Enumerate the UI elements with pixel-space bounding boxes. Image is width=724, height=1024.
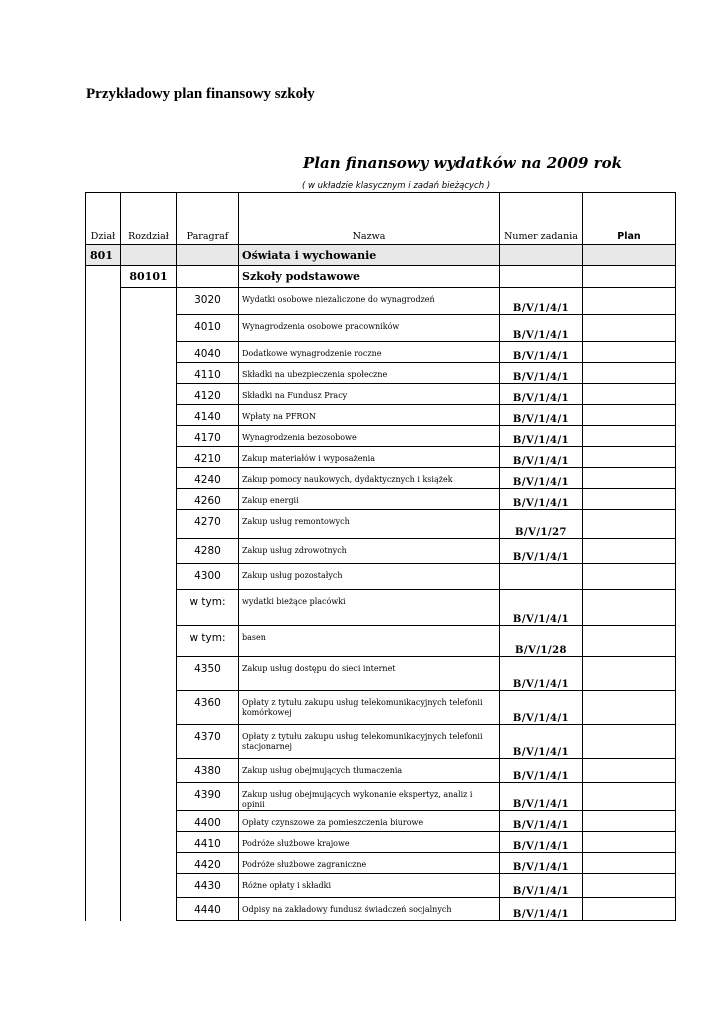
dzial-span-cell: [86, 657, 121, 691]
numer-zadania-cell: B/V/1/4/1: [500, 405, 583, 426]
dzial-span-cell: [86, 489, 121, 510]
paragraf-cell: 4260: [177, 489, 239, 510]
paragraf-cell: 4140: [177, 405, 239, 426]
paragraf-cell: 4010: [177, 315, 239, 342]
rozdzial-span-cell: [121, 489, 177, 510]
table-row: [86, 363, 676, 384]
dzial-span-cell: [86, 426, 121, 447]
paragraf-cell: 4420: [177, 853, 239, 874]
dzial-span-cell: [86, 405, 121, 426]
numer-zadania-cell: B/V/1/4/1: [500, 363, 583, 384]
table-row: [86, 832, 676, 853]
table-row: [86, 564, 676, 590]
table-row: [86, 315, 676, 342]
numer-zadania-cell: B/V/1/27: [500, 510, 583, 539]
plan-cell: [583, 510, 676, 539]
paragraf-cell: 4400: [177, 811, 239, 832]
table-row: [86, 691, 676, 725]
rozdzial-name: Szkoły podstawowe: [239, 266, 500, 288]
rozdzial-row: [86, 266, 676, 288]
dzial-span-cell: [86, 590, 121, 626]
nazwa-cell: Składki na Fundusz Pracy: [239, 384, 500, 405]
rozdzial-span-cell: [121, 539, 177, 564]
paragraf-cell: 4240: [177, 468, 239, 489]
dzial-span-cell: [86, 363, 121, 384]
numer-zadania-cell: B/V/1/4/1: [500, 590, 583, 626]
nazwa-cell: Zakup usług obejmujących wykonanie ekspertyz, analiz i opinii: [239, 783, 500, 811]
paragraf-cell: w tym:: [177, 626, 239, 657]
rozdzial-span-cell: [121, 853, 177, 874]
numer-zadania-cell: B/V/1/4/1: [500, 874, 583, 898]
plan-cell: [583, 288, 676, 315]
dzial-span-cell: [86, 783, 121, 811]
paragraf-cell: 4350: [177, 657, 239, 691]
rozdzial-span-cell: [121, 468, 177, 489]
table-row: [86, 759, 676, 783]
nazwa-cell: Zakup usług zdrowotnych: [239, 539, 500, 564]
numer-zadania-cell: B/V/1/4/1: [500, 811, 583, 832]
dzial-span-cell: [86, 898, 121, 921]
dzial-span-cell: [86, 342, 121, 363]
paragraf-cell: 4040: [177, 342, 239, 363]
plan-cell: [583, 898, 676, 921]
plan-cell: [583, 564, 676, 590]
rozdzial-span-cell: [121, 447, 177, 468]
nazwa-cell: Zakup materiałów i wyposażenia: [239, 447, 500, 468]
dzial-span-cell: [86, 811, 121, 832]
rozdzial-span-cell: [121, 874, 177, 898]
nazwa-cell: Zakup usług pozostałych: [239, 564, 500, 590]
table-row: [86, 874, 676, 898]
numer-zadania-cell: B/V/1/4/1: [500, 759, 583, 783]
numer-zadania-cell: B/V/1/4/1: [500, 853, 583, 874]
dzial-code: 801: [86, 245, 121, 266]
table-row: [86, 468, 676, 489]
dzial-empty-cell: [500, 245, 583, 266]
numer-zadania-cell: [500, 564, 583, 590]
table-header-row: [86, 193, 676, 245]
plan-cell: [583, 783, 676, 811]
table-row: [86, 539, 676, 564]
dzial-empty-cell: [121, 245, 177, 266]
dzial-span-cell: [86, 832, 121, 853]
paragraf-cell: 4110: [177, 363, 239, 384]
document-title: Przykładowy plan finansowy szkoły: [86, 86, 315, 102]
dzial-empty-cell: [583, 245, 676, 266]
nazwa-cell: Odpisy na zakładowy fundusz świadczeń socjalnych: [239, 898, 500, 921]
numer-zadania-cell: B/V/1/4/1: [500, 657, 583, 691]
dzial-span-cell: [86, 384, 121, 405]
rozdzial-span-cell: [121, 626, 177, 657]
nazwa-cell: Podróże służbowe krajowe: [239, 832, 500, 853]
rozdzial-span-cell: [121, 725, 177, 759]
paragraf-cell: 4210: [177, 447, 239, 468]
dzial-span-cell: [86, 266, 121, 288]
plan-cell: [583, 315, 676, 342]
rozdzial-span-cell: [121, 288, 177, 315]
dzial-empty-cell: [177, 245, 239, 266]
plan-cell: [583, 725, 676, 759]
dzial-span-cell: [86, 725, 121, 759]
paragraf-cell: 4370: [177, 725, 239, 759]
table-row: [86, 384, 676, 405]
paragraf-cell: 4270: [177, 510, 239, 539]
header-dzial: Dział: [86, 193, 121, 245]
rozdzial-empty-cell: [583, 266, 676, 288]
rozdzial-span-cell: [121, 783, 177, 811]
rozdzial-span-cell: [121, 363, 177, 384]
table-row: [86, 811, 676, 832]
nazwa-cell: Dodatkowe wynagrodzenie roczne: [239, 342, 500, 363]
nazwa-cell: Opłaty z tytułu zakupu usług telekomunikacyjnych telefonii stacjonarnej: [239, 725, 500, 759]
dzial-row: [86, 245, 676, 266]
table-row: [86, 342, 676, 363]
dzial-span-cell: [86, 315, 121, 342]
paragraf-cell: 4390: [177, 783, 239, 811]
nazwa-cell: Zakup usług dostępu do sieci internet: [239, 657, 500, 691]
paragraf-cell: 4440: [177, 898, 239, 921]
plan-cell: [583, 384, 676, 405]
dzial-span-cell: [86, 853, 121, 874]
paragraf-cell: 3020: [177, 288, 239, 315]
rozdzial-span-cell: [121, 832, 177, 853]
dzial-span-cell: [86, 874, 121, 898]
rozdzial-empty-cell: [177, 266, 239, 288]
numer-zadania-cell: B/V/1/4/1: [500, 288, 583, 315]
rozdzial-span-cell: [121, 384, 177, 405]
plan-cell: [583, 590, 676, 626]
nazwa-cell: Wydatki osobowe niezaliczone do wynagrodzeń: [239, 288, 500, 315]
paragraf-cell: 4360: [177, 691, 239, 725]
rozdzial-code: 80101: [121, 266, 177, 288]
nazwa-cell: Wynagrodzenia bezosobowe: [239, 426, 500, 447]
paragraf-cell: 4300: [177, 564, 239, 590]
paragraf-cell: 4380: [177, 759, 239, 783]
table-row: [86, 626, 676, 657]
plan-subtitle: ( w układzie klasycznym i zadań bieżących ): [302, 181, 491, 191]
numer-zadania-cell: B/V/1/4/1: [500, 468, 583, 489]
rozdzial-span-cell: [121, 426, 177, 447]
paragraf-cell: 4170: [177, 426, 239, 447]
dzial-name: Oświata i wychowanie: [239, 245, 500, 266]
rozdzial-span-cell: [121, 342, 177, 363]
nazwa-cell: wydatki bieżące placówki: [239, 590, 500, 626]
numer-zadania-cell: B/V/1/4/1: [500, 725, 583, 759]
dzial-span-cell: [86, 691, 121, 725]
numer-zadania-cell: B/V/1/4/1: [500, 426, 583, 447]
numer-zadania-cell: B/V/1/4/1: [500, 832, 583, 853]
plan-cell: [583, 811, 676, 832]
plan-cell: [583, 363, 676, 384]
nazwa-cell: Zakup energii: [239, 489, 500, 510]
dzial-span-cell: [86, 447, 121, 468]
plan-cell: [583, 489, 676, 510]
table-row: [86, 657, 676, 691]
table-row: [86, 510, 676, 539]
plan-cell: [583, 832, 676, 853]
header-numer-zadania: Numer zadania: [500, 193, 583, 245]
plan-cell: [583, 426, 676, 447]
plan-cell: [583, 405, 676, 426]
rozdzial-span-cell: [121, 315, 177, 342]
rozdzial-span-cell: [121, 405, 177, 426]
plan-cell: [583, 853, 676, 874]
plan-cell: [583, 691, 676, 725]
rozdzial-empty-cell: [500, 266, 583, 288]
rozdzial-span-cell: [121, 657, 177, 691]
nazwa-cell: Wpłaty na PFRON: [239, 405, 500, 426]
paragraf-cell: 4280: [177, 539, 239, 564]
plan-title: Plan finansowy wydatków na 2009 rok: [303, 154, 622, 172]
dzial-span-cell: [86, 539, 121, 564]
numer-zadania-cell: B/V/1/4/1: [500, 783, 583, 811]
rozdzial-span-cell: [121, 898, 177, 921]
nazwa-cell: Opłaty z tytułu zakupu usług telekomunikacyjnych telefonii komórkowej: [239, 691, 500, 725]
plan-cell: [583, 447, 676, 468]
expenditure-plan-table: [85, 192, 676, 921]
paragraf-cell: 4430: [177, 874, 239, 898]
rozdzial-span-cell: [121, 510, 177, 539]
dzial-span-cell: [86, 759, 121, 783]
plan-cell: [583, 539, 676, 564]
rozdzial-span-cell: [121, 590, 177, 626]
paragraf-cell: 4120: [177, 384, 239, 405]
nazwa-cell: Różne opłaty i składki: [239, 874, 500, 898]
numer-zadania-cell: B/V/1/4/1: [500, 691, 583, 725]
plan-cell: [583, 342, 676, 363]
nazwa-cell: basen: [239, 626, 500, 657]
dzial-span-cell: [86, 468, 121, 489]
dzial-span-cell: [86, 288, 121, 315]
numer-zadania-cell: B/V/1/4/1: [500, 898, 583, 921]
table-row: [86, 405, 676, 426]
nazwa-cell: Zakup pomocy naukowych, dydaktycznych i książek: [239, 468, 500, 489]
numer-zadania-cell: B/V/1/4/1: [500, 447, 583, 468]
rozdzial-span-cell: [121, 759, 177, 783]
numer-zadania-cell: B/V/1/4/1: [500, 342, 583, 363]
plan-cell: [583, 657, 676, 691]
plan-cell: [583, 759, 676, 783]
plan-cell: [583, 468, 676, 489]
rozdzial-span-cell: [121, 564, 177, 590]
paragraf-cell: 4410: [177, 832, 239, 853]
table-row: [86, 426, 676, 447]
table-row: [86, 288, 676, 315]
numer-zadania-cell: B/V/1/4/1: [500, 315, 583, 342]
table-row: [86, 590, 676, 626]
dzial-span-cell: [86, 564, 121, 590]
nazwa-cell: Wynagrodzenia osobowe pracowników: [239, 315, 500, 342]
table-row: [86, 853, 676, 874]
nazwa-cell: Zakup usług remontowych: [239, 510, 500, 539]
header-nazwa: Nazwa: [239, 193, 500, 245]
nazwa-cell: Składki na ubezpieczenia społeczne: [239, 363, 500, 384]
dzial-span-cell: [86, 510, 121, 539]
table-row: [86, 725, 676, 759]
header-plan: Plan: [583, 193, 676, 245]
rozdzial-span-cell: [121, 811, 177, 832]
nazwa-cell: Podróże służbowe zagraniczne: [239, 853, 500, 874]
table-row: [86, 489, 676, 510]
nazwa-cell: Opłaty czynszowe za pomieszczenia biurowe: [239, 811, 500, 832]
table-row: [86, 783, 676, 811]
dzial-span-cell: [86, 626, 121, 657]
rozdzial-span-cell: [121, 691, 177, 725]
table-row: [86, 898, 676, 921]
plan-cell: [583, 626, 676, 657]
nazwa-cell: Zakup usług obejmujących tłumaczenia: [239, 759, 500, 783]
numer-zadania-cell: B/V/1/4/1: [500, 489, 583, 510]
header-rozdzial: Rozdział: [121, 193, 177, 245]
plan-cell: [583, 874, 676, 898]
table-row: [86, 447, 676, 468]
paragraf-cell: w tym:: [177, 590, 239, 626]
numer-zadania-cell: B/V/1/4/1: [500, 384, 583, 405]
numer-zadania-cell: B/V/1/28: [500, 626, 583, 657]
header-paragraf: Paragraf: [177, 193, 239, 245]
numer-zadania-cell: B/V/1/4/1: [500, 539, 583, 564]
